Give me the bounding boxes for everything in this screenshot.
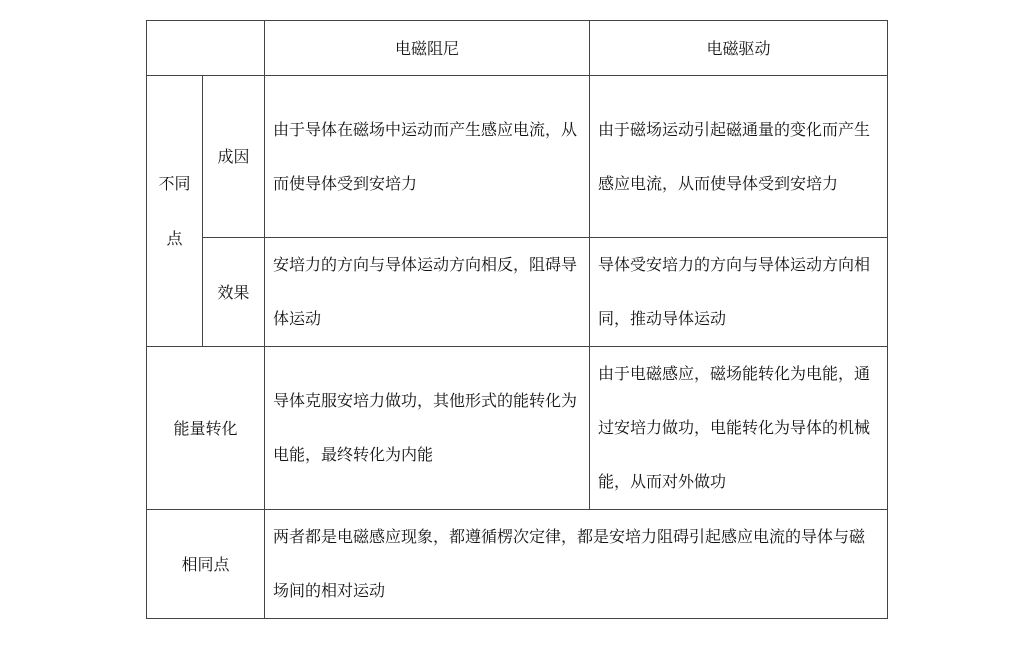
differences-label-line1: 不同 [158,174,191,193]
header-row [147,21,888,76]
comparison-table [146,20,888,619]
energy-damping-text: 导体克服安培力做功，其他形式的能转化为电能，最终转化为内能 [265,347,590,510]
energy-row [147,347,888,510]
similarity-text: 两者都是电磁感应现象，都遵循楞次定律，都是安培力阻碍引起感应电流的导体与磁场间的相对运动 [265,510,888,619]
energy-label: 能量转化 [147,347,265,510]
effect-damping-text: 安培力的方向与导体运动方向相反，阻碍导体运动 [265,238,590,347]
cause-drive-text: 由于磁场运动引起磁通量的变化而产生感应电流，从而使导体受到安培力 [590,76,888,238]
energy-drive-text: 由于电磁感应，磁场能转化为电能，通过安培力做功，电能转化为导体的机械能，从而对外做功 [590,347,888,510]
cause-row [147,76,888,238]
differences-label-line2: 点 [166,229,183,248]
header-corner-cell [147,21,265,76]
effect-row [147,238,888,347]
similarity-label: 相同点 [147,510,265,619]
differences-label-cell [147,76,203,347]
header-electromagnetic-drive: 电磁驱动 [590,21,888,76]
effect-label: 效果 [203,238,265,347]
cause-label: 成因 [203,76,265,238]
similarity-row [147,510,888,619]
header-electromagnetic-damping: 电磁阻尼 [265,21,590,76]
cause-damping-text: 由于导体在磁场中运动而产生感应电流，从而使导体受到安培力 [265,76,590,238]
effect-drive-text: 导体受安培力的方向与导体运动方向相同，推动导体运动 [590,238,888,347]
